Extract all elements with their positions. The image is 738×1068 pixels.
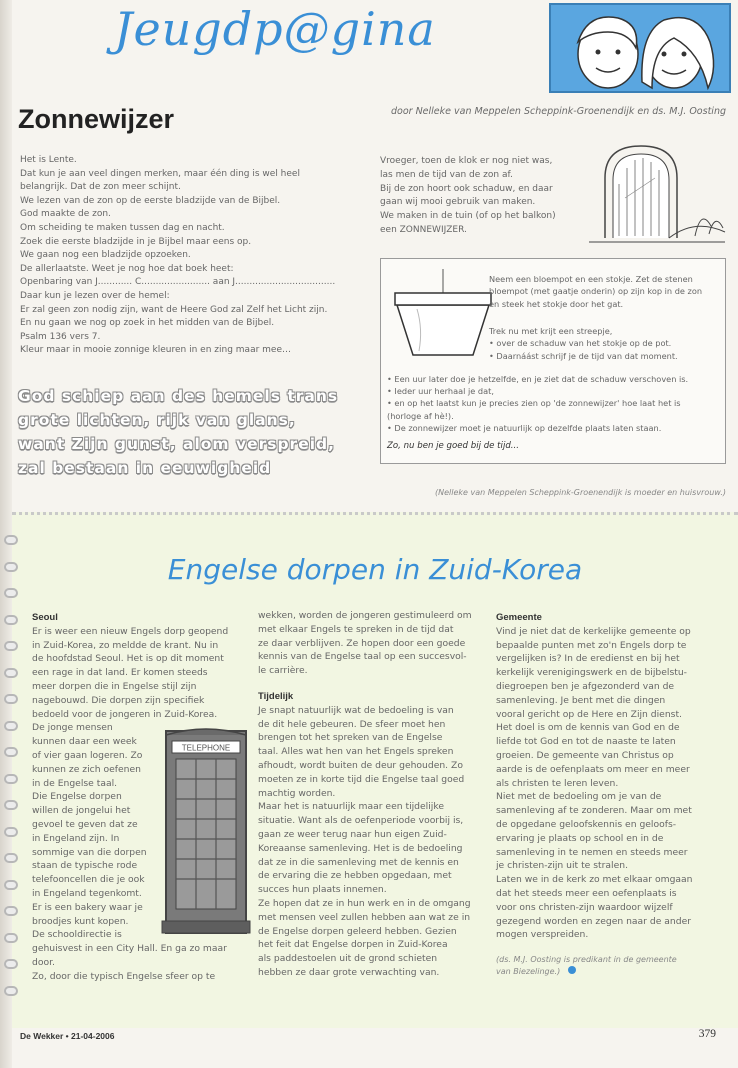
jeugdpagina-logo-text: Jeugdp@gina (114, 2, 436, 56)
article-line: een rage in dat land. Er komen steeds (32, 667, 208, 679)
box-line: • Daarnáást schrijf je de tijd van dat moment. (489, 350, 678, 361)
garden-door-illustration (585, 138, 730, 250)
section-heading: Seoul (32, 612, 58, 623)
article-line: telefooncellen die je ook (32, 874, 145, 886)
box-line: • Ieder uur herhaal je dat, (387, 386, 494, 397)
author-credit-line: (ds. M.J. Oosting is predikant in de gemeente (496, 955, 677, 965)
article-line: dat het steeds meer een oefenplaats is (496, 887, 677, 899)
red-telephone-booth-illustration (160, 727, 252, 935)
article-line: samenleving in te nemen en steeds meer (496, 846, 688, 858)
article-line: succes hun plaats innemen. (258, 884, 387, 896)
article-line: nagebouwd. Die dorpen zijn specifiek (32, 694, 205, 706)
article-line: met mensen veel zullen hebben aan wat ze in (258, 911, 471, 923)
zonnewijzer-title: Zonnewijzer (18, 104, 175, 134)
page-number: 379 (698, 1028, 716, 1040)
article-line: gehuisvest in een City Hall. En ga zo maar (32, 943, 227, 955)
vroeger-line: We maken in de tuin (of op het balkon) (380, 211, 556, 222)
article-line: met elkaar Engels te spreken in de tijd dat (258, 623, 454, 635)
article-line: staan de typische rode (32, 860, 138, 872)
article-line: machtig worden. (258, 787, 336, 799)
vroeger-line: Vroeger, toen de klok er nog niet was, (380, 156, 553, 166)
article-line: de dit hele gebeuren. De sfeer moet hen (258, 718, 446, 730)
article-line: Vind je niet dat de kerkelijke gemeente op (496, 625, 691, 637)
article-line: kerkelijk verenigingswerk en de bijbelstu- (496, 667, 687, 679)
article-line: Koreaanse samenleving. Het is de bedoeling (258, 842, 463, 854)
article-line: gaan ze weer terug naar hun eigen Zuid- (258, 828, 447, 840)
article-line: situatie. Want als de oefenperiode voorbij is, (258, 815, 464, 827)
story-line: We gaan nog een bladzijde opzoeken. (20, 250, 191, 261)
notebook-spiral (4, 535, 26, 1012)
article-line: Het doel is om de kennis van God en de (496, 722, 680, 734)
story-line: We lezen van de zon op de eerste bladzijde van de Bijbel. (20, 195, 281, 206)
box-list-text (387, 373, 725, 434)
article-line: brengen tot het spreken van de Engelse (258, 732, 443, 744)
article-line: broodjes kunt kopen. (32, 915, 129, 927)
story-line: Dat kun je aan veel dingen merken, maar één ding is wel heel (20, 168, 300, 179)
story-line: Zoek die eerste bladzijde in je Bijbel maar eens op. (20, 236, 252, 247)
story-line: Openbaring van J............ C........................ aan J................................... (20, 277, 336, 288)
author-credit-line (496, 966, 720, 978)
box-line: en steek het stokje door het gat. (489, 298, 624, 309)
article-line: le carrière. (258, 665, 308, 677)
story-line: En nu gaan we nog op zoek in het midden van de Bijbel. (20, 318, 275, 329)
article-line: de Engelse dorpen geleerd hebben. Gezien (258, 925, 457, 937)
article-line: de opgedane geloofskennis en geloofs- (496, 818, 677, 830)
article-line: gevoel te geven dat ze (32, 818, 138, 830)
article-line: Er is een bakery waar je (32, 901, 143, 913)
vroeger-line: gaan wij mooi gebruik van maken. (380, 197, 536, 208)
box-line: • Een uur later doe je hetzelfde, en je ziet dat de schaduw verschoven is. (387, 374, 689, 384)
article-line: afhoudt, wordt buiten de deur gehouden. Zo (258, 759, 463, 771)
article-line: als christen te leren leven. (496, 777, 619, 789)
article-line: Die Engelse dorpen (32, 791, 122, 803)
article-line: willen de jongelui het (32, 805, 131, 817)
article-line: liefde tot God en tot de naaste te laten (496, 736, 676, 748)
vroeger-line: een ZONNEWIJZER. (380, 224, 467, 235)
box-trek-text (489, 325, 721, 362)
article-line: vooral gericht op de Here en Zijn dienst. (496, 708, 682, 720)
box-line: • De zonnewijzer moet je natuurlijk op dezelfde plaats laten staan. (387, 422, 662, 433)
article-line: door. (32, 956, 55, 968)
box-line: • en op het laatst kun je precies zien op 'de zonnewijzer' hoe laat het is (387, 398, 681, 409)
box-intro-text (489, 273, 721, 310)
article-line: ervaring je plaats op school en in de (496, 832, 664, 844)
footer-publication: De Wekker • 21-04-2006 (20, 1031, 115, 1041)
korea-column-2 (258, 609, 486, 980)
article-line: sommige van die dorpen (32, 846, 147, 858)
article-line: als paddestoelen uit de grond schieten (258, 953, 438, 965)
korea-title: Engelse dorpen in Zuid-Korea (167, 553, 583, 586)
article-line: vergelijken is? In de eredienst en bij het (496, 653, 680, 665)
author-credit: (Nelleke van Meppelen Scheppink-Groenendijk is moeder en huisvrouw.) (434, 488, 726, 497)
psalm-poem (18, 384, 373, 480)
kids-faces-illustration (548, 2, 732, 94)
article-line: mogen verspreiden. (496, 929, 589, 941)
section-heading: Tijdelijk (258, 690, 294, 702)
article-line: De schooldirectie is (32, 929, 122, 941)
article-line: Niet met de bedoeling om je van de (496, 791, 662, 803)
story-line: belangrijk. Dat de zon meer schijnt. (20, 182, 181, 193)
article-line: samenleving. Je bent met die dingen (496, 694, 666, 706)
vroeger-text (380, 155, 590, 238)
instruction-box (380, 258, 726, 464)
end-mark-dot (568, 966, 576, 974)
article-line: gezegend worden en zegen naar de ander (496, 915, 691, 927)
article-line: in Zuid-Korea, zo meldde de krant. Nu in (32, 639, 219, 651)
article-line: Je snapt natuurlijk wat de bedoeling is van (258, 704, 454, 716)
zonnewijzer-story (20, 154, 365, 358)
article-line: de ervaring die ze hebben opgedaan, met (258, 870, 452, 882)
article-line: dat ze in die samenleving met de kennis en (258, 856, 459, 868)
box-line: (horloge af hè!). (387, 410, 454, 421)
article-line: groeien. De gemeente van Christus op (496, 749, 674, 761)
zonnewijzer-byline: door Nelleke van Meppelen Scheppink-Groenendijk en ds. M.J. Oosting (390, 106, 726, 117)
story-line: Om scheiding te maken tussen dag en nacht. (20, 222, 225, 233)
article-line: Er is weer een nieuw Engels dorp geopend (32, 625, 229, 637)
article-line: kunnen ze zich oefenen (32, 763, 141, 775)
vroeger-line: Bij de zon hoort ook schaduw, en daar (380, 183, 553, 194)
korea-article (12, 512, 738, 1028)
box-line: Trek nu met krijt een streepje, (489, 326, 613, 336)
article-line: je christen-zijn uit te stralen. (496, 860, 628, 872)
article-line: meer dorpen die in Engelse stijl zijn (32, 680, 197, 692)
article-line: wekken, worden de jongeren gestimuleerd om (258, 610, 472, 621)
box-line: Neem een bloempot en een stokje. Zet de stenen (489, 274, 693, 284)
author-credit-text: van Biezelinge.) (496, 967, 561, 977)
article-line: taal. Alles wat hen van het Engels spreken (258, 746, 454, 758)
article-line: kennis van de Engelse taal op een succesvol- (258, 651, 467, 663)
article-line: Ze hopen dat ze in hun werk en in de omgang (258, 897, 471, 909)
box-closing: Zo, nu ben je goed bij de tijd... (387, 441, 519, 451)
article-line: de hoofdstad Seoul. Het is op dit moment (32, 653, 224, 665)
vroeger-line: las men de tijd van de zon af. (380, 169, 513, 180)
article-line: samenleving af te zonderen. Maar om met (496, 805, 692, 817)
article-line: hebben ze daar grote verwachting van. (258, 966, 440, 978)
story-line: Er zal geen zon nodig zijn, want de Heere God zal Zelf het Licht zijn. (20, 304, 328, 315)
story-line: Het is Lente. (20, 155, 77, 165)
article-line: het feit dat Engelse dorpen in Zuid-Korea (258, 939, 448, 951)
box-line: • over de schaduw van het stokje op de pot. (489, 338, 672, 349)
article-line: voor ons christen-zijn waardoor wijzelf (496, 901, 673, 913)
story-line: Psalm 136 vers 7. (20, 331, 101, 342)
article-line: De jonge mensen (32, 722, 113, 734)
article-line: bepaalde punten met zo'n Engels dorp te (496, 639, 687, 651)
poem-line: grote lichten, rijk van glans, (18, 411, 296, 429)
story-line: Kleur maar in mooie zonnige kleuren in en zing maar mee… (20, 345, 291, 356)
korea-column-3 (496, 609, 720, 978)
article-line: kunnen daar een week (32, 736, 137, 748)
article-line: bedoeld voor de jongeren in Zuid-Korea. (32, 708, 218, 720)
story-line: Daar kun je lezen over de hemel: (20, 290, 170, 301)
article-line: in Engeland zijn. In (32, 832, 120, 844)
box-line: bloempot (met gaatje onderin) op zijn kop in de zon (489, 286, 703, 297)
article-line: diegroepen ben je afgezonderd van de (496, 680, 675, 692)
article-line: ze daar verblijven. Ze hopen door een goede (258, 637, 466, 649)
article-line: of vier gaan logeren. Zo (32, 749, 143, 761)
article-line: Zo, door die typisch Engelse sfeer op te (32, 970, 216, 982)
section-heading: Gemeente (496, 612, 542, 623)
story-line: God maakte de zon. (20, 209, 111, 220)
article-line: Maar het is natuurlijk maar een tijdelijke (258, 801, 444, 813)
article-line: Laten we in de kerk zo met elkaar omgaan (496, 874, 693, 886)
article-line: in de Engelse taal. (32, 777, 118, 789)
booth-sign-text: TELEPHONE (181, 743, 231, 753)
poem-line: zal bestaan in eeuwigheid (18, 459, 272, 477)
article-line: aarde is de oefenplaats om meer en meer (496, 763, 690, 775)
story-line: De allerlaatste. Weet je nog hoe dat boek heet: (20, 263, 234, 274)
poem-line: want Zijn gunst, alom verspreid, (18, 435, 336, 453)
article-line: moeten ze in korte tijd die Engelse taal goed (258, 773, 465, 785)
poem-line: God schiep aan des hemels trans (18, 387, 339, 405)
article-line: in Engeland tegenkomt. (32, 887, 142, 899)
